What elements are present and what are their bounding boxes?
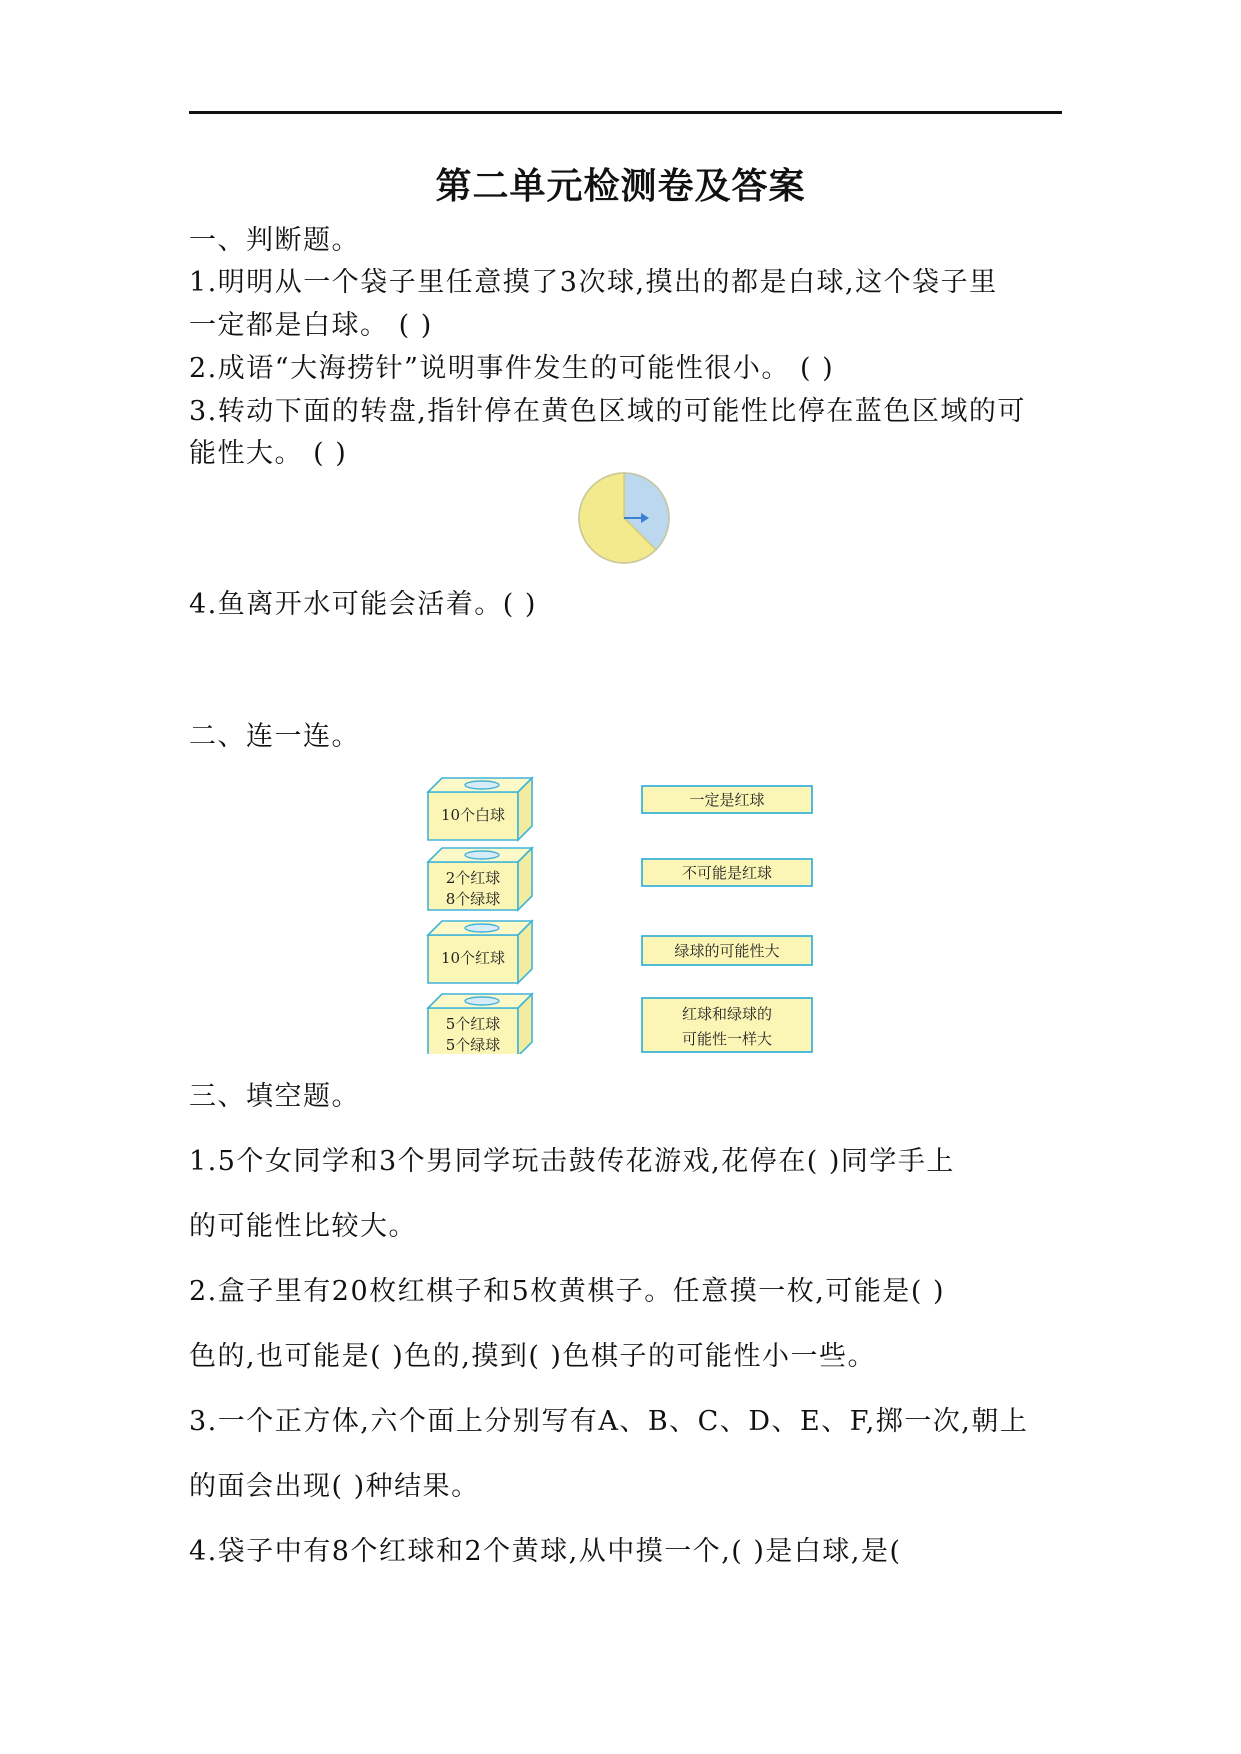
section2-heading: 二、连一连。: [189, 721, 360, 752]
section3-heading: 三、填空题。: [189, 1081, 360, 1112]
box-2-line2: 8个绿球: [445, 890, 501, 908]
box-4[interactable]: [428, 994, 532, 1054]
label-1[interactable]: [642, 786, 812, 813]
box-3[interactable]: [428, 921, 532, 983]
s3-q2-line1: 2.盒子里有20枚红棋子和5枚黄棋子。任意摸一枚,可能是( ): [189, 1276, 946, 1307]
box-4-line2: 5个绿球: [445, 1036, 501, 1054]
spinner-figure: [577, 471, 671, 565]
matching-figure: [426, 762, 826, 1054]
label-4-line1: 红球和绿球的: [681, 1005, 773, 1023]
section1-heading: 一、判断题。: [189, 225, 360, 256]
s1-q1-line2: 一定都是白球。 ( ): [189, 310, 433, 341]
box-2-line1: 2个红球: [445, 869, 501, 887]
s3-q2-line2: 色的,也可能是( )色的,摸到( )色棋子的可能性小一些。: [189, 1341, 876, 1372]
box-4-line1: 5个红球: [445, 1015, 501, 1033]
s1-q2: 2.成语“大海捞针”说明事件发生的可能性很小。 ( ): [189, 353, 835, 384]
box-1[interactable]: [428, 778, 532, 840]
s1-q1-line1: 1.明明从一个袋子里任意摸了3次球,摸出的都是白球,这个袋子里: [189, 267, 998, 298]
label-2-line1: 不可能是红球: [681, 864, 773, 882]
box-4-hole: [465, 997, 499, 1005]
s3-q3-line1: 3.一个正方体,六个面上分别写有A、B、C、D、E、F,掷一次,朝上: [189, 1406, 1029, 1437]
label-2[interactable]: [642, 859, 812, 886]
box-1-hole: [465, 781, 499, 789]
label-1-line1: 一定是红球: [689, 791, 765, 809]
s3-q4-line1: 4.袋子中有8个红球和2个黄球,从中摸一个,( )是白球,是(: [189, 1536, 902, 1567]
label-4-line2: 可能性一样大: [681, 1030, 773, 1048]
box-2-hole: [465, 851, 499, 859]
label-3-line1: 绿球的可能性大: [674, 942, 780, 960]
page-title: 第二单元检测卷及答案: [435, 166, 806, 207]
s3-q3-line2: 的面会出现( )种结果。: [189, 1471, 480, 1502]
s1-q3-line2: 能性大。 ( ): [189, 438, 348, 469]
header-rule: [189, 111, 1062, 114]
label-3[interactable]: [642, 936, 812, 965]
box-3-hole: [465, 924, 499, 932]
s3-q1-line2: 的可能性比较大。: [189, 1211, 417, 1242]
box-3-line1: 10个红球: [440, 949, 506, 967]
box-1-line1: 10个白球: [440, 806, 506, 824]
s1-q3-line1: 3.转动下面的转盘,指针停在黄色区域的可能性比停在蓝色区域的可: [189, 396, 1026, 427]
s1-q4: 4.鱼离开水可能会活着。( ): [189, 589, 537, 620]
label-4[interactable]: [642, 998, 812, 1052]
box-2[interactable]: [428, 848, 532, 910]
s3-q1-line1: 1.5个女同学和3个男同学玩击鼓传花游戏,花停在( )同学手上: [189, 1146, 955, 1177]
